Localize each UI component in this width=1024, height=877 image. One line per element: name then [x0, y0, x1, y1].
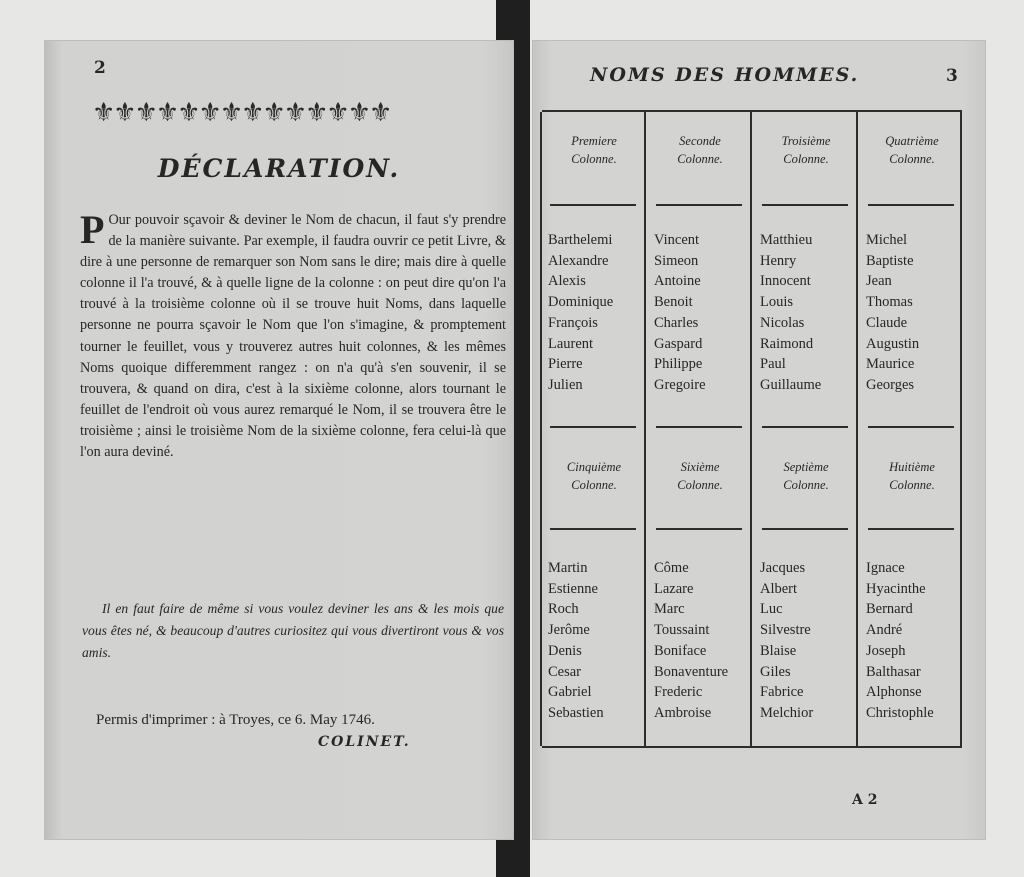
name-list: [866, 558, 972, 724]
name-entry: Claude: [866, 314, 908, 331]
name-entry: Benoit: [654, 294, 693, 311]
name-entry: Alphonse: [866, 684, 922, 701]
name-entry: Silvestre: [760, 622, 811, 639]
name-entry: Alexandre: [548, 252, 609, 269]
name-entry: Guillaume: [760, 376, 822, 393]
column-heading-line: Colonne.: [889, 152, 935, 166]
name-entry: Côme: [654, 560, 689, 576]
page-header: NOMS DES HOMMES.: [590, 64, 860, 86]
name-entry: Bernard: [866, 601, 913, 618]
column-rule: [550, 528, 636, 530]
name-entry: Ignace: [866, 560, 905, 576]
name-entry: Jean: [866, 273, 892, 290]
name-entry: Pierre: [548, 356, 583, 373]
name-list: [760, 230, 866, 396]
name-entry: Louis: [760, 294, 794, 311]
name-entry: Ambroise: [654, 704, 712, 721]
column-heading: [860, 458, 964, 494]
name-entry: Charles: [654, 314, 699, 331]
name-list: [866, 230, 972, 396]
name-entry: Thomas: [866, 294, 913, 311]
printer-signature: COLINET.: [318, 734, 411, 750]
name-entry: Estienne: [548, 580, 598, 597]
name-entry: Baptiste: [866, 252, 914, 269]
name-entry: Paul: [760, 356, 786, 373]
column-rule: [762, 426, 848, 428]
column-heading-line: Huitième: [889, 460, 935, 474]
name-entry: Christophle: [866, 704, 934, 721]
name-entry: Philippe: [654, 356, 703, 373]
column-rule: [656, 426, 742, 428]
name-entry: Gabriel: [548, 684, 592, 701]
left-page: [44, 40, 514, 840]
name-entry: Barthelemi: [548, 232, 613, 248]
column-heading-line: Seconde: [679, 134, 721, 148]
name-entry: Martin: [548, 560, 588, 576]
column-rule: [550, 204, 636, 206]
column-heading-line: Colonne.: [571, 478, 617, 492]
column-heading: [648, 132, 752, 168]
name-entry: Innocent: [760, 273, 811, 290]
name-entry: Sebastien: [548, 704, 604, 721]
name-entry: Augustin: [866, 335, 920, 352]
name-entry: Michel: [866, 232, 908, 248]
column-heading-line: Sixième: [680, 460, 720, 474]
signature-mark: A 2: [852, 792, 878, 808]
column-heading-line: Septième: [783, 460, 829, 474]
name-entry: Frederic: [654, 684, 703, 701]
column-heading: [542, 132, 646, 168]
name-entry: Jacques: [760, 560, 806, 576]
name-entry: François: [548, 314, 598, 331]
column-heading-line: Troisième: [781, 134, 831, 148]
column-rule: [868, 426, 954, 428]
column-heading: [542, 458, 646, 494]
name-entry: Jerôme: [548, 622, 590, 639]
declaration-body: [80, 207, 506, 463]
declaration-body-text: Our pouvoir sçavoir & deviner le Nom de chacun, il faut s'y prendre de la manière suivante. Par exemple, il faudra ouvrir ce petit Livre, & dire à une personne de remarquer son Nom sans le dire; mais dire à quelle colonne il l'a trouvé, & à quelle ligne de la colonne : on peut dire qu'on l'a trouvé à la troisième colonne où il se trouve huit Noms, dans laquelle personne ne pourra sçavoir le Nom que l'on s'imagine, & promptement tourner le feuillet, vous y trouverez autres huit colonnes, & les mêmes Noms quoique differemment rangez : on n'a qu'à s'en souvenir, il se trouvera, & quand on dira, c'est à la sixième colonne, alors tournant le feuillet de l'endroit où vous aurez remarqué le Nom, il se trouvera être le troisième ; ainsi le troisième Nom de la sixième colonne, fera celui-là que l'on aura deviné.: [80, 212, 506, 461]
column-heading: [860, 132, 964, 168]
name-entry: Roch: [548, 601, 579, 618]
column-rule: [656, 528, 742, 530]
column-heading-line: Colonne.: [571, 152, 617, 166]
italic-note: Il en faut faire de même si vous voulez deviner les ans & les mois que vous êtes né, & beaucoup d'autres curiositez qui vous divertiront vous & vos amis.: [82, 601, 504, 660]
name-entry: Hyacinthe: [866, 580, 926, 597]
name-entry: Blaise: [760, 642, 797, 659]
name-entry: Raimond: [760, 335, 814, 352]
page-number-right: 3: [946, 66, 958, 86]
name-entry: Boniface: [654, 642, 707, 659]
name-entry: Nicolas: [760, 314, 805, 331]
name-entry: Cesar: [548, 663, 582, 680]
column-heading-line: Colonne.: [783, 152, 829, 166]
name-entry: Henry: [760, 252, 797, 269]
name-entry: André: [866, 622, 903, 639]
right-page: [532, 40, 986, 840]
name-entry: Toussaint: [654, 622, 710, 639]
name-list: [760, 558, 866, 724]
page-number-left: 2: [94, 58, 106, 78]
name-entry: Gregoire: [654, 376, 706, 393]
name-entry: Georges: [866, 376, 915, 393]
name-list: [548, 558, 654, 724]
column-rule: [868, 204, 954, 206]
name-entry: Balthasar: [866, 663, 921, 680]
column-rule: [762, 204, 848, 206]
column-heading-line: Cinquième: [566, 460, 622, 474]
name-list: [654, 558, 760, 724]
name-entry: Marc: [654, 601, 685, 618]
name-entry: Fabrice: [760, 684, 804, 701]
column-rule: [762, 528, 848, 530]
fleuron-ornament-band: ⚜⚜⚜⚜⚜⚜⚜⚜⚜⚜⚜⚜⚜⚜: [92, 98, 391, 128]
column-rule: [868, 528, 954, 530]
drop-cap: P: [80, 207, 105, 252]
name-list: [654, 230, 760, 396]
column-heading-line: Premiere: [571, 134, 617, 148]
column-heading-line: Quatrième: [885, 134, 939, 148]
name-entry: Matthieu: [760, 232, 813, 248]
name-entry: Simeon: [654, 252, 699, 269]
name-entry: Bonaventure: [654, 663, 729, 680]
name-entry: Julien: [548, 376, 583, 393]
name-entry: Denis: [548, 642, 582, 659]
name-entry: Laurent: [548, 335, 594, 352]
column-heading-line: Colonne.: [889, 478, 935, 492]
declaration-title: DÉCLARATION.: [157, 154, 401, 183]
column-heading-line: Colonne.: [677, 152, 723, 166]
column-heading: [648, 458, 752, 494]
name-list: [548, 230, 654, 396]
name-entry: Lazare: [654, 580, 694, 597]
name-entry: Albert: [760, 580, 798, 597]
column-heading-line: Colonne.: [783, 478, 829, 492]
column-heading: [754, 458, 858, 494]
name-entry: Gaspard: [654, 335, 703, 352]
column-heading-line: Colonne.: [677, 478, 723, 492]
name-entry: Maurice: [866, 356, 915, 373]
name-entry: Dominique: [548, 294, 614, 311]
names-table: [542, 110, 962, 748]
column-rule: [656, 204, 742, 206]
imprimatur-line: Permis d'imprimer : à Troyes, ce 6. May 1746.: [96, 712, 375, 728]
name-entry: Antoine: [654, 273, 701, 290]
name-entry: Giles: [760, 663, 791, 680]
name-entry: Alexis: [548, 273, 586, 290]
name-entry: Melchior: [760, 704, 814, 721]
column-heading: [754, 132, 858, 168]
column-rule: [550, 426, 636, 428]
name-entry: Vincent: [654, 232, 700, 248]
name-entry: Luc: [760, 601, 783, 618]
name-entry: Joseph: [866, 642, 906, 659]
